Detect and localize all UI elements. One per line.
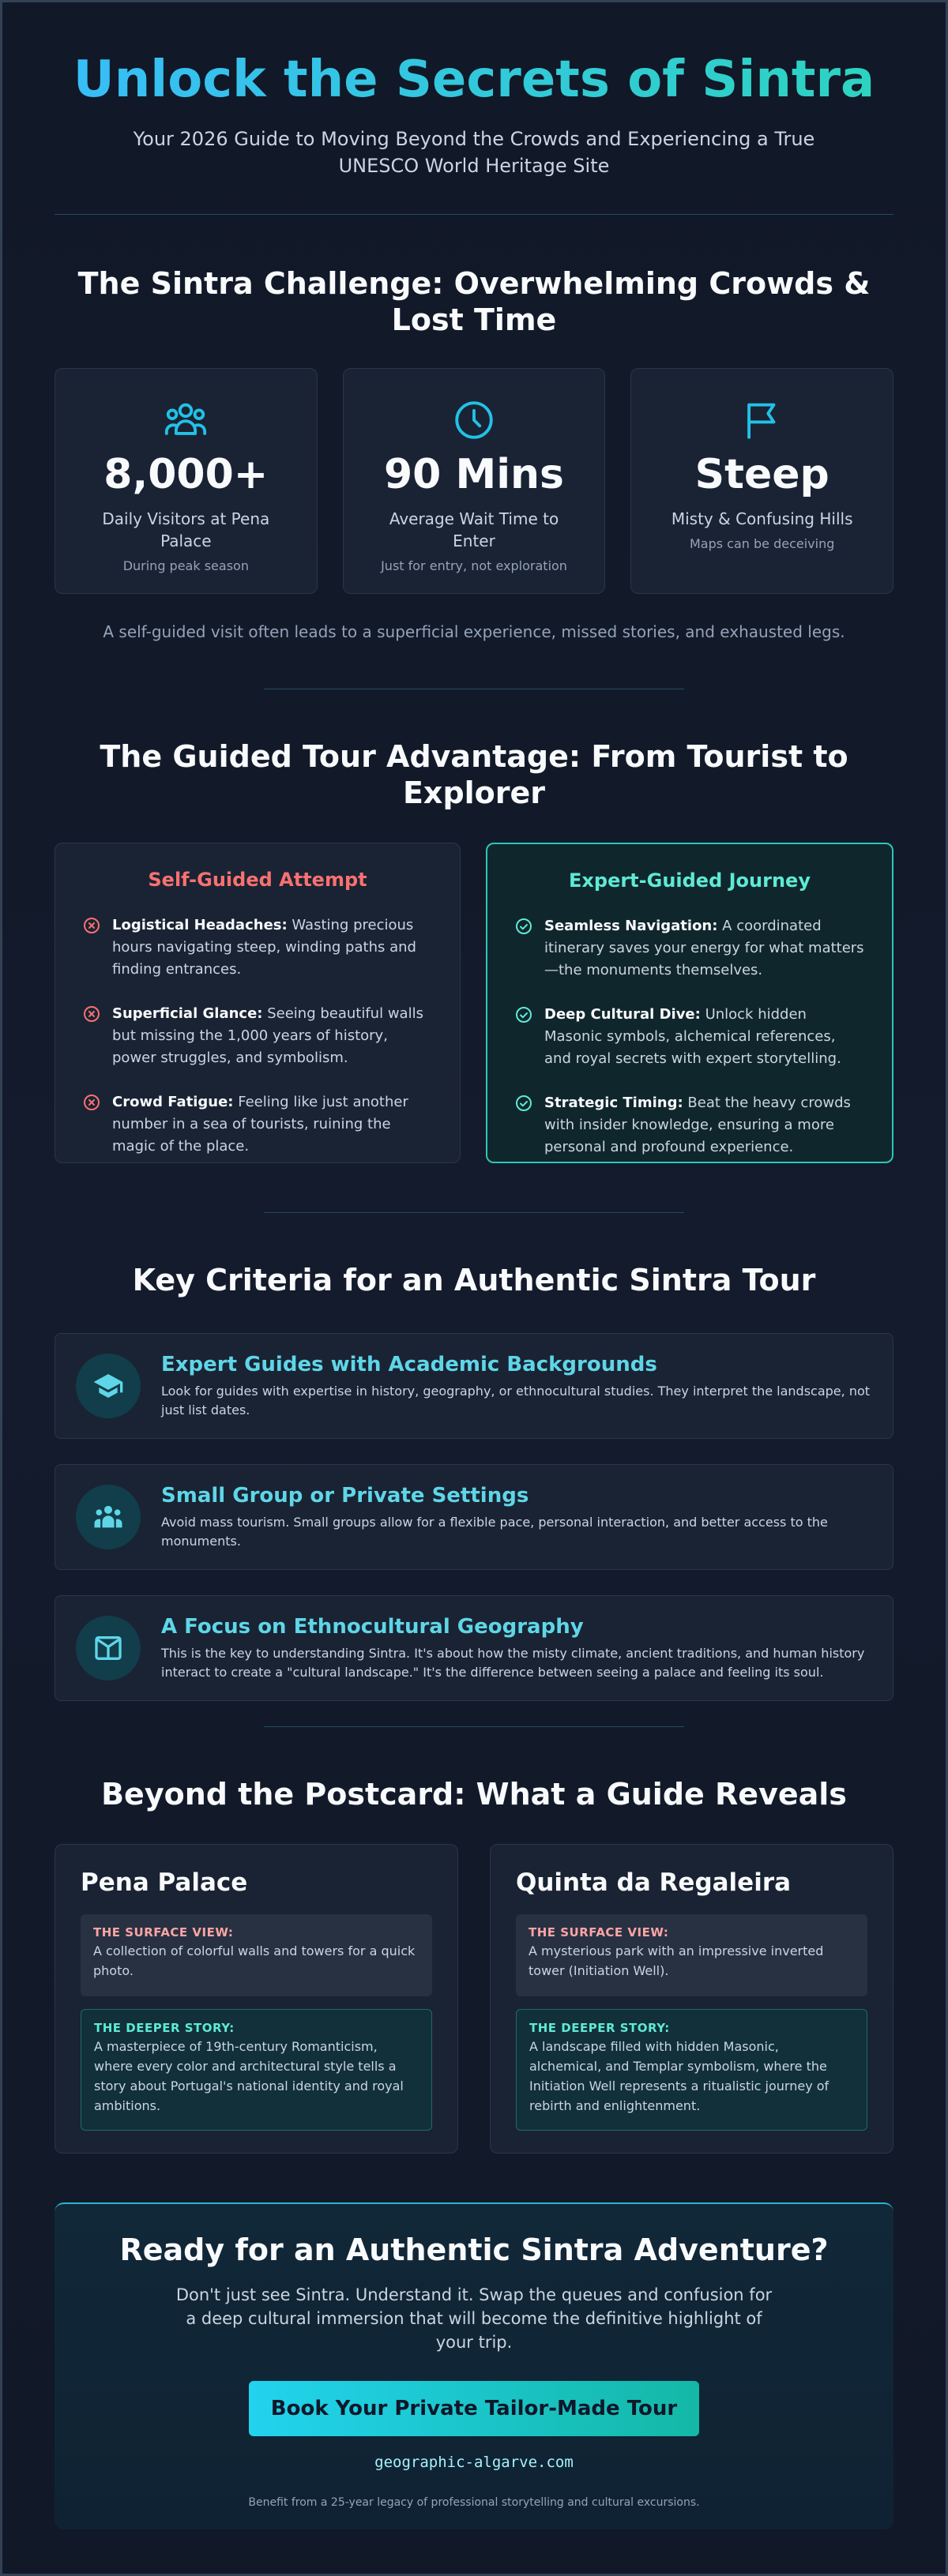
stat-note: Maps can be deceiving: [689, 536, 835, 551]
criteria-list: [55, 1333, 893, 1701]
website-link[interactable]: geographic-algarve.com: [374, 2454, 574, 2471]
criteria-section: [55, 1213, 893, 1701]
hero-header: [55, 2, 893, 179]
places-row: [55, 1844, 893, 2154]
criteria-title: Key Criteria for an Authentic Sintra Tour: [132, 1263, 816, 1297]
stats-row: [55, 368, 893, 594]
stat-value: 90 Mins: [384, 451, 565, 498]
item-text: A coordinated itinerary saves your energy for what matters—the monuments themselves.: [544, 918, 864, 978]
stat-value: Steep: [694, 451, 830, 498]
flag-icon: [739, 397, 785, 443]
item-text: Beat the heavy crowds with insider knowledge, ensuring a more personal and profound experience.: [544, 1095, 851, 1155]
deeper-text: A masterpiece of 19th-century Romanticism, where every color and architectural style tells a story about Portugal's national identity and royal ambitions.: [94, 2039, 404, 2113]
stat-note: During peak season: [122, 558, 249, 573]
self-guided-list: [82, 914, 433, 1158]
map-book-icon: [76, 1616, 141, 1680]
stat-card-hills: [630, 368, 893, 594]
list-item: [82, 1003, 433, 1069]
postcard-section: [55, 1727, 893, 2154]
surface-text: A collection of colorful walls and towers for a quick photo.: [93, 1943, 416, 1978]
item-strong: Crowd Fatigue:: [112, 1094, 234, 1110]
challenge-note: A self-guided visit often leads to a superficial experience, missed stories, and exhausted legs.: [103, 622, 845, 641]
criteria-heading: Small Group or Private Settings: [161, 1484, 529, 1508]
list-item: [514, 1092, 865, 1158]
place-card-pena: [55, 1844, 458, 2154]
advantage-section: [55, 689, 893, 1163]
stat-value: 8,000+: [103, 451, 269, 498]
postcard-title: Beyond the Postcard: What a Guide Reveals: [101, 1777, 847, 1812]
item-text: Wasting precious hours navigating steep, winding paths and finding entrances.: [112, 917, 416, 978]
clock-icon: [451, 397, 497, 443]
list-item: [514, 1004, 865, 1070]
x-circle-icon: [82, 916, 101, 935]
check-circle-icon: [514, 1094, 533, 1113]
challenge-section: [55, 215, 893, 641]
place-name: Pena Palace: [81, 1868, 248, 1897]
criteria-item-ethnocultural: [55, 1595, 893, 1701]
item-text: Unlock hidden Masonic symbols, alchemical references, and royal secrets with expert storytelling.: [544, 1006, 841, 1067]
cta-section: [55, 2202, 893, 2529]
deeper-label: THE DEEPER STORY:: [94, 2021, 235, 2035]
stat-card-visitors: [55, 368, 318, 594]
x-circle-icon: [82, 1004, 101, 1023]
check-circle-icon: [514, 1005, 533, 1024]
deeper-text: A landscape filled with hidden Masonic, alchemical, and Templar symbolism, where the Initiation Well represents a ritualistic journey of rebirth and enlightenment.: [529, 2039, 830, 2113]
item-strong: Logistical Headaches:: [112, 917, 288, 933]
criteria-item-expert-guides: [55, 1333, 893, 1439]
surface-view-box: [81, 1914, 432, 1996]
stat-note: Just for entry, not exploration: [381, 558, 567, 573]
list-item: [514, 915, 865, 982]
cta-text: Don't just see Sintra. Understand it. Swap the queues and confusion for a deep cultural immersion that will become the definitive highlight of your trip.: [175, 2285, 773, 2352]
people-group-icon: [163, 397, 209, 443]
check-circle-icon: [514, 917, 533, 936]
x-circle-icon: [82, 1093, 101, 1112]
deeper-story-box: [516, 2009, 867, 2131]
deeper-story-box: [81, 2009, 432, 2131]
criteria-text: Avoid mass tourism. Small groups allow for a flexible pace, personal interaction, and better access to the monuments.: [161, 1515, 828, 1549]
surface-view-box: [516, 1914, 867, 1996]
criteria-text: Look for guides with expertise in history, geography, or ethnocultural studies. They interpret the landscape, not just list dates.: [161, 1384, 871, 1418]
stat-card-wait-time: [343, 368, 606, 594]
item-strong: Seamless Navigation:: [544, 918, 718, 934]
place-name: Quinta da Regaleira: [516, 1868, 792, 1897]
item-text: Feeling like just another number in a sea of tourists, ruining the magic of the place.: [112, 1094, 408, 1155]
self-guided-heading: Self-Guided Attempt: [148, 869, 367, 891]
page-title: Unlock the Secrets of Sintra: [55, 47, 893, 113]
legacy-note: Benefit from a 25-year legacy of professional storytelling and cultural excursions.: [248, 2496, 700, 2509]
item-text: Seeing beautiful walls but missing the 1,000 years of history, power struggles, and symbolism.: [112, 1005, 423, 1066]
challenge-title: The Sintra Challenge: Overwhelming Crowds & Lost Time: [77, 266, 871, 337]
expert-guided-list: [514, 915, 865, 1158]
stat-label: Misty & Confusing Hills: [671, 509, 853, 528]
cta-title: Ready for an Authentic Sintra Adventure?: [119, 2232, 829, 2267]
criteria-heading: Expert Guides with Academic Backgrounds: [161, 1353, 657, 1376]
advantage-title: The Guided Tour Advantage: From Tourist to Explorer: [100, 739, 848, 810]
stat-label: Average Wait Time to Enter: [389, 509, 559, 550]
item-strong: Superficial Glance:: [112, 1005, 263, 1022]
criteria-heading: A Focus on Ethnocultural Geography: [161, 1615, 584, 1639]
surface-text: A mysterious park with an impressive inverted tower (Initiation Well).: [529, 1943, 824, 1978]
list-item: [82, 914, 433, 981]
self-guided-card: [55, 843, 461, 1163]
deeper-label: THE DEEPER STORY:: [529, 2021, 670, 2035]
page-subtitle: Your 2026 Guide to Moving Beyond the Crowds and Experiencing a True UNESCO World Heritage Site: [133, 128, 815, 177]
surface-label: THE SURFACE VIEW:: [529, 1925, 669, 1940]
expert-guided-card: [486, 843, 893, 1163]
stat-label: Daily Visitors at Pena Palace: [102, 509, 270, 550]
surface-label: THE SURFACE VIEW:: [93, 1925, 234, 1940]
item-strong: Deep Cultural Dive:: [544, 1006, 701, 1023]
small-group-icon: [76, 1485, 141, 1549]
comparison-row: [55, 843, 893, 1163]
book-tour-button[interactable]: Book Your Private Tailor-Made Tour: [249, 2381, 699, 2436]
item-strong: Strategic Timing:: [544, 1095, 683, 1111]
list-item: [82, 1091, 433, 1158]
place-card-regaleira: [490, 1844, 893, 2154]
criteria-text: This is the key to understanding Sintra. It's about how the misty climate, ancient traditions, and human history interact to create a "cultural landscape." It's the difference between seeing a palace and feeling its soul.: [161, 1646, 865, 1680]
criteria-item-small-group: [55, 1464, 893, 1570]
expert-guided-heading: Expert-Guided Journey: [569, 869, 811, 892]
graduation-cap-icon: [76, 1354, 141, 1418]
